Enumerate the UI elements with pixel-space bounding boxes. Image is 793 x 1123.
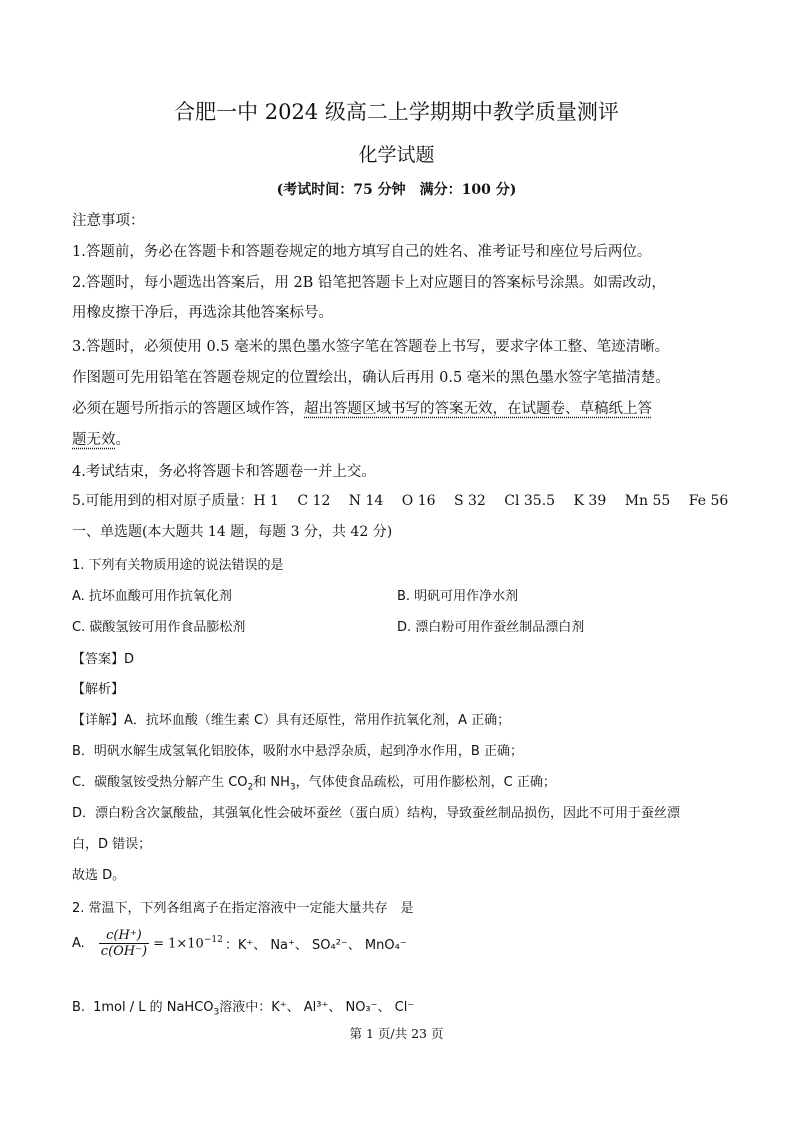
equation-base: = 1×10 bbox=[153, 936, 204, 952]
q1-detail-c-pre: C．碳酸氢铵受热分解产生 CO bbox=[72, 775, 248, 790]
section-1-heading: 一、单选题(本大题共 14 题，每题 3 分，共 42 分) bbox=[72, 524, 393, 540]
q1-detail-b: B．明矾水解生成氢氧化铝胶体，吸附水中悬浮杂质，起到净水作用，B 正确； bbox=[72, 744, 523, 759]
note-3-emphasis: 超出答题区域书写的答案无效，在试题卷、草稿纸上答 bbox=[304, 401, 652, 417]
q1-option-c: C. 碳酸氢铵可用作食品膨松剂 bbox=[72, 620, 246, 635]
q1-option-d: D. 漂白粉可用作蚕丝制品漂白剂 bbox=[397, 620, 585, 635]
q1-analysis-label: 【解析】 bbox=[72, 682, 125, 697]
page-number-footer: 第 1 页/共 23 页 bbox=[349, 1026, 444, 1041]
q1-detail-c bbox=[72, 771, 556, 793]
q1-stem: 1. 下列有关物质用途的说法错误的是 bbox=[72, 558, 284, 573]
fraction-denominator: c(OH⁻) bbox=[100, 944, 148, 959]
exam-time-info: (考试时间：75 分钟 满分：100 分) bbox=[276, 182, 517, 198]
q1-detail-a: 【详解】A．抗坏血酸（维生素 C）具有还原性，常用作抗氧化剂，A 正确； bbox=[72, 713, 511, 728]
q2-option-b-label: B. bbox=[72, 1000, 86, 1015]
q1-conclusion: 故选 D。 bbox=[72, 868, 126, 883]
q2-option-a-equation bbox=[153, 935, 223, 951]
exam-subject: 化学试题 bbox=[358, 144, 435, 166]
q2-option-a-ions: ：K⁺、 Na⁺、 SO₄²⁻、 MnO₄⁻ bbox=[224, 938, 407, 953]
q2-option-a-label: A. bbox=[72, 936, 85, 951]
q1-detail-d-line-2: 白，D 错误； bbox=[72, 837, 152, 852]
q2-stem: 2. 常温下，下列各组离子在指定溶液中一定能大量共存 是 bbox=[72, 901, 414, 916]
nh3-subscript: 3 bbox=[289, 782, 296, 793]
note-3-line-1: 3.答题时，必须使用 0.5 毫米的黑色墨水签字笔在答题卷上书写，要求字体工整、笔迹清晰。 bbox=[72, 339, 670, 355]
note-2-line-2: 用橡皮擦干净后，再选涂其他答案标号。 bbox=[72, 305, 333, 321]
q1-detail-d-line-1: D．漂白粉含次氯酸盐，其强氧化性会破坏蚕丝（蛋白质）结构，导致蚕丝制品损伤，因此不可用于蚕丝漂 bbox=[72, 806, 681, 821]
co2-subscript: 2 bbox=[247, 782, 254, 793]
q1-answer: 【答案】D bbox=[72, 652, 135, 667]
q1-option-a: A. 抗坏血酸可用作抗氧化剂 bbox=[72, 589, 232, 604]
note-2-line-1: 2.答题时，每小题选出答案后，用 2B 铅笔把答题卡上对应题目的答案标号涂黑。如需改动， bbox=[72, 275, 666, 291]
note-5-atomic-masses: 5.可能用到的相对原子质量：H 1 C 12 N 14 O 16 S 32 Cl 35.5 K 39 Mn 55 Fe 56 bbox=[72, 493, 729, 509]
q2-option-b-ions: 溶液中：K⁺、 Al³⁺、 NO₃⁻、 Cl⁻ bbox=[219, 1000, 415, 1015]
note-3-period: 。 bbox=[115, 432, 130, 448]
note-3-line-2: 作图题可先用铅笔在答题卷规定的位置绘出，确认后再用 0.5 毫米的黑色墨水签字笔描清楚。 bbox=[72, 370, 670, 386]
exam-title: 合肥一中 2024 级高二上学期期中教学质量测评 bbox=[174, 100, 619, 124]
q2-option-a bbox=[72, 928, 407, 959]
note-3-line-3-text: 必须在题号所指示的答题区域作答， bbox=[72, 401, 304, 417]
note-3-line-4 bbox=[72, 428, 130, 449]
concentration-ratio-fraction bbox=[99, 928, 149, 959]
q1-option-b: B. 明矾可用作净水剂 bbox=[397, 589, 519, 604]
q2-option-b bbox=[72, 996, 414, 1018]
note-3-emphasis-end: 题无效 bbox=[72, 432, 116, 448]
q2-option-b-concentration: 1mol / L 的 NaHCO bbox=[93, 1000, 214, 1015]
note-3-line-3 bbox=[72, 397, 652, 418]
notes-heading: 注意事项： bbox=[72, 213, 145, 229]
q1-detail-c-mid: 和 NH bbox=[253, 775, 290, 790]
fraction-numerator: c(H⁺) bbox=[99, 928, 149, 944]
q1-detail-c-post: ，气体使食品疏松，可用作膨松剂，C 正确； bbox=[295, 775, 556, 790]
nahco3-subscript: 3 bbox=[213, 1007, 220, 1018]
equation-exponent: −12 bbox=[203, 935, 223, 946]
note-4: 4.考试结束，务必将答题卡和答题卷一并上交。 bbox=[72, 464, 376, 480]
note-1: 1.答题前，务必在答题卡和答题卷规定的地方填写自己的姓名、准考证号和座位号后两位。 bbox=[72, 244, 652, 260]
